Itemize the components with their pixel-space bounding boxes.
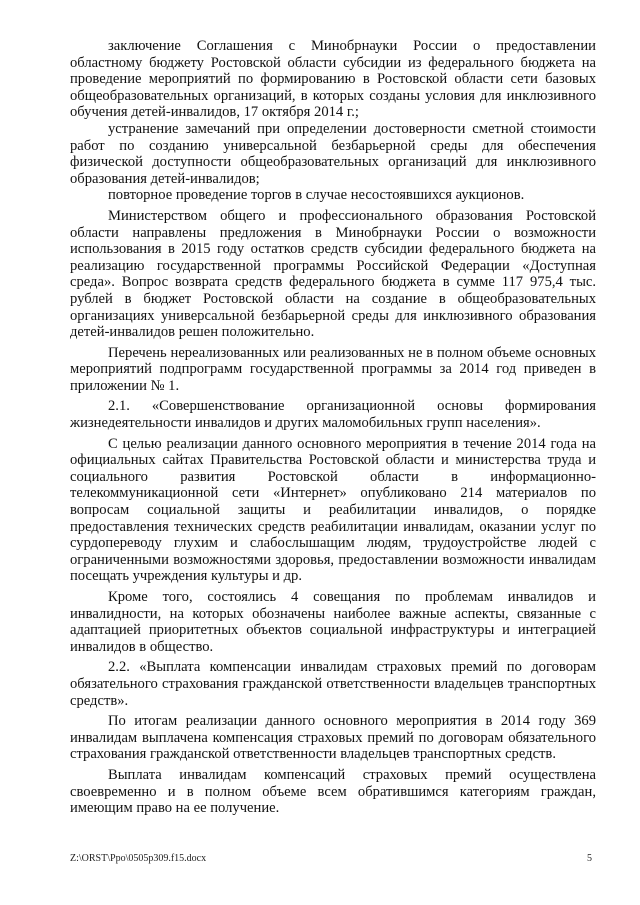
paragraph-agreement: заключение Соглашения с Минобрнауки России о предоставлении областному бюджету Ростовской области субсидии из федерального бюджета на проведение мероприятий по формированию в Ростовской области сети базовых общеобразовательных организаций, в которых созданы условия для инклюзивного обучения детей-инвалидов, 17 октября 2014 г.; (70, 38, 596, 121)
paragraph-meetings: Кроме того, состоялись 4 совещания по проблемам инвалидов и инвалидности, на которых обозначены наиболее важные аспекты, связанные с адаптацией приоритетных объектов социальной инфраструктуры и интеграцией инвалидов в общество. (70, 589, 596, 655)
paragraph-ministry-proposals: Министерством общего и профессионального образования Ростовской области направлены предложения в Минобрнауки России о возможности использования в 2015 году остатков средств субсидии федерального бюджета на реализацию государственной программы Российской Федерации «Доступная среда». Вопрос возврата средств федерального бюджета в сумме 117 975,4 тыс. рублей в бюджет Ростовской области на создание в общеобразовательных организациях универсальной безбарьерной среды для инклюзивного образования детей-инвалидов решен положительно. (70, 207, 596, 341)
section-heading-2-1: 2.1. «Совершенствование организационной основы формирования жизнедеятельности инвалидов и других маломобильных групп населения». (70, 398, 596, 432)
document-body (70, 38, 596, 817)
paragraph-internet-publications: С целью реализации данного основного мероприятия в течение 2014 года на официальных сайтах Правительства Ростовской области и министерства труда и социального развития Ростовской области в информационно-телекоммуникационной сети «Интернет» опубликовано 214 материалов по вопросам социальной защиты и реабилитации инвалидов, о порядке предоставления технических средств реабилитации инвалидам, оказании услуг по сурдопереводу глухим и слабослышащим людям, трудоустройстве людей с ограниченными возможностями здоровья, предоставлении возможности инвалидам посещать учреждения культуры и др. (70, 435, 596, 585)
paragraph-repeat-tender: повторное проведение торгов в случае несостоявшихся аукционов. (108, 187, 525, 204)
footer-file-path: Z:\ORST\Ppo\0505p309.f15.docx (70, 853, 207, 864)
paragraph-list-reference: Перечень нереализованных или реализованных не в полном объеме основных мероприятий подпрограмм государственной программы за 2014 год приведен в приложении № 1. (70, 344, 596, 394)
section-heading-2-2: 2.2. «Выплата компенсации инвалидам страховых премий по договорам обязательного страхования гражданской ответственности владельцев транспортных средств». (70, 659, 596, 709)
paragraph-remarks: устранение замечаний при определении достоверности сметной стоимости работ по созданию универсальной безбарьерной среды для обеспечения физической доступности общеобразовательных организаций для инклюзивного образования детей-инвалидов; (70, 120, 596, 187)
page-number: 5 (587, 853, 592, 864)
paragraph-compensation-timely: Выплата инвалидам компенсаций страховых премий осуществлена своевременно и в полном объеме всем обратившимся категориям граждан, имеющим право на ее получение. (70, 766, 596, 817)
paragraph-compensation-results: По итогам реализации данного основного мероприятия в 2014 году 369 инвалидам выплачена компенсация страховых премий по договорам обязательного страхования гражданской ответственности владельцев транспортных средств. (70, 713, 596, 763)
